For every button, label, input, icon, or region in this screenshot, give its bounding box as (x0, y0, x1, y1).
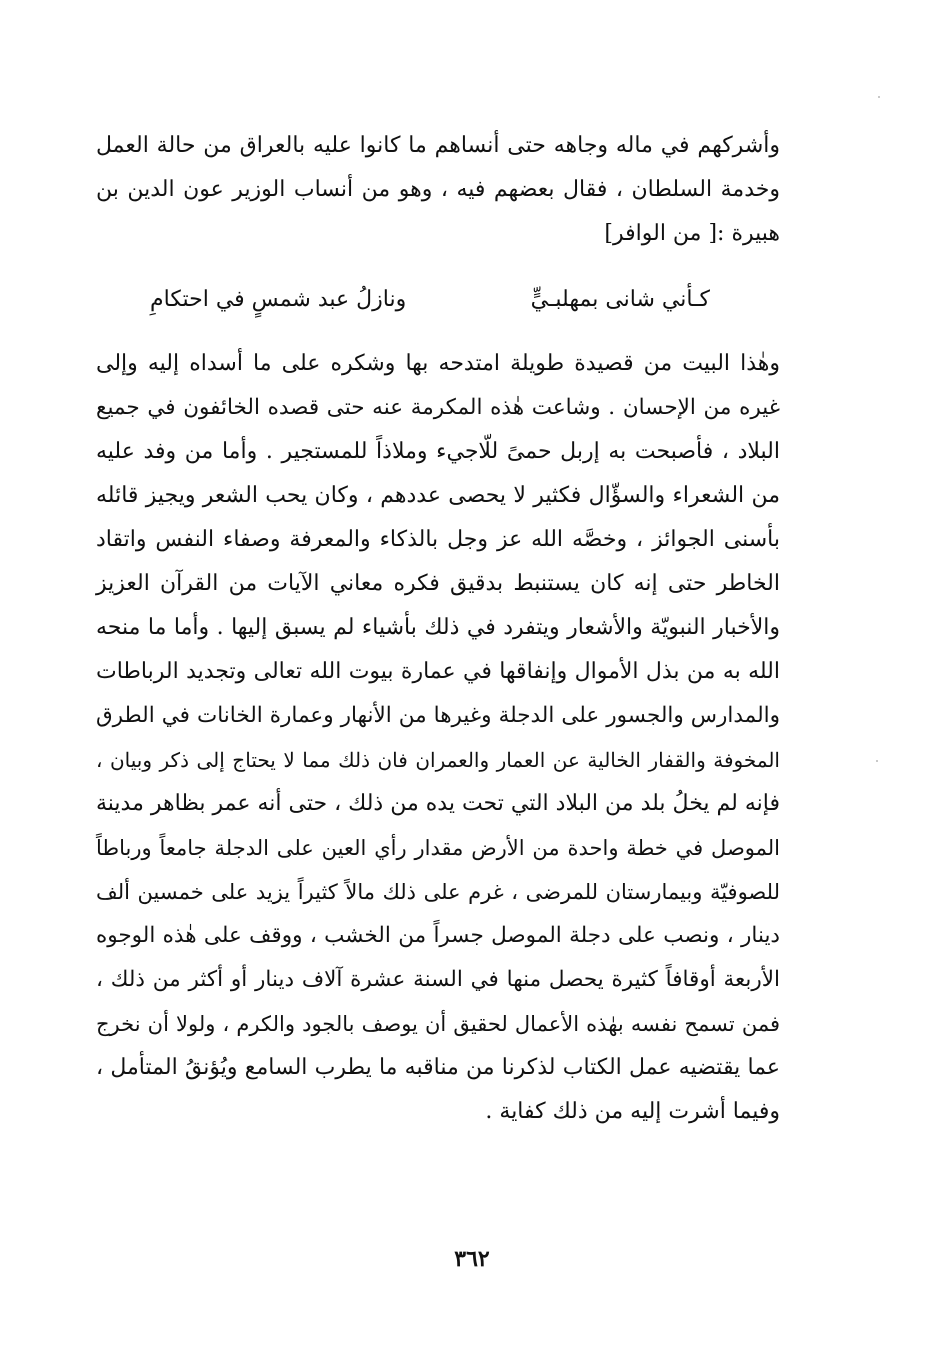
text-line: وخدمة السلطان ، فقال بعضهم فيه ، وهو من أنساب الوزير عون الدين بن (96, 177, 780, 202)
text-line: فإنه لم يخلُ بلد من البلاد التي تحت يده من ذلك ، حتى أنه عمر بظاهر مدينة (96, 791, 780, 816)
text-line: الله به من بذل الأموال وإنفاقها في عمارة بيوت الله تعالى وتجديد الرباطات (96, 659, 780, 684)
text-line: غيره من الإحسان . وشاعت هٰذه المكرمة عنه حتى قصده الخائفون في جميع (96, 395, 780, 420)
verse-second-hemistich: ونازلُ عبد شمسٍ في احتكامِ (150, 287, 407, 312)
text-line: فمن تسمح نفسه بهٰذه الأعمال لحقيق أن يوصف بالجود والكرم ، ولولا أن نخرج (96, 1012, 780, 1036)
text-line: البلاد ، فأصبحت به إربل حمىً للّاجيء وملاذاً للمستجير . وأما من وفد عليه (96, 439, 780, 464)
scan-speck (878, 96, 880, 98)
text-line: للصوفيّة وبيمارستان للمرضى ، غرم على ذلك مالاً كثيراً يزيد على خمسين ألف (96, 880, 780, 904)
text-line: وهٰذا البيت من قصيدة طويلة امتدحه بها وشكره على ما أسداه إليه وإلى (96, 351, 780, 376)
body-paragraph (96, 342, 780, 1134)
text-line: الموصل في خطة واحدة من الأرض مقدار رأي العين على الدجلة جامعاً ورباطاً (96, 836, 780, 860)
text-line: هبيرة :[ من الوافر] (604, 221, 780, 246)
text-line: الأربعة أوقافاً كثيرة يحصل منها في السنة عشرة آلاف دينار أو أكثر من ذلك ، (96, 967, 780, 992)
verse-first-hemistich: كـأني شانى بمهلبـيٍّ (530, 287, 710, 312)
intro-paragraph (96, 124, 780, 256)
text-line: بأسنى الجوائز ، وخصَّه الله عز وجل بالذكاء والمعرفة وصفاء النفس واتقاد (96, 527, 781, 552)
poem-verse (150, 276, 710, 324)
text-line: والمدارس والجسور على الدجلة وغيرها من الأنهار وعمارة الخانات في الطرق (96, 703, 780, 728)
text-line: وفيما أشرت إليه من ذلك كفاية . (485, 1099, 780, 1124)
text-line: والأخبار النبويّة والأشعار ويتفرد في ذلك بأشياء لم يسبق إليها . وأما ما منحه (96, 615, 780, 640)
text-line: عما يقتضيه عمل الكتاب لذكرنا من مناقبه ما يطرب السامع ويُؤنقُ المتأمل ، (96, 1055, 780, 1080)
page-number: ٣٦٢ (454, 1246, 490, 1272)
text-line: دينار ، ونصب على دجلة الموصل جسراً من الخشب ، ووقف على هٰذه الوجوه (96, 923, 780, 948)
text-line: وأشركهم في ماله وجاهه حتى أنساهم ما كانوا عليه بالعراق من حالة العمل (96, 133, 780, 158)
text-line: الخاطر حتى إنه كان يستنبط بدقيق فكره معاني الآيات من القرآن العزيز (96, 571, 780, 596)
scan-speck (876, 760, 878, 762)
text-line: من الشعراء والسؤّال فكثير لا يحصى عددهم ، وكان يحب الشعر ويجيز قائله (96, 483, 780, 508)
text-line: المخوفة والقفار الخالية عن العمار والعمران فان ذلك مما لا يحتاج إلى ذكر وبيان ، (96, 748, 780, 772)
